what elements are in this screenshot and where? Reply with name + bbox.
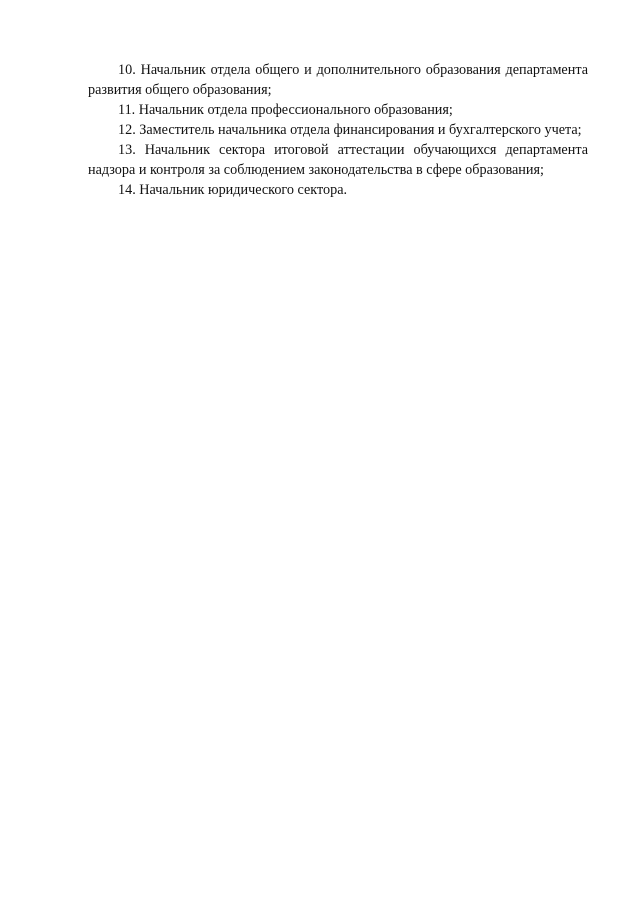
list-item: 14. Начальник юридического сектора.: [118, 182, 348, 198]
list-item: 11. Начальник отдела профессионального образования;: [118, 102, 453, 118]
position-list: [88, 60, 588, 200]
list-item: 10. Начальник отдела общего и дополнительного образования департамента развития общего образования;: [88, 62, 588, 98]
list-item: 12. Заместитель начальника отдела финансирования и бухгалтерского учета;: [118, 122, 582, 138]
list-item: 13. Начальник сектора итоговой аттестации обучающихся департамента надзора и контроля за соблюдением законодательства в сфере образования;: [88, 142, 588, 178]
